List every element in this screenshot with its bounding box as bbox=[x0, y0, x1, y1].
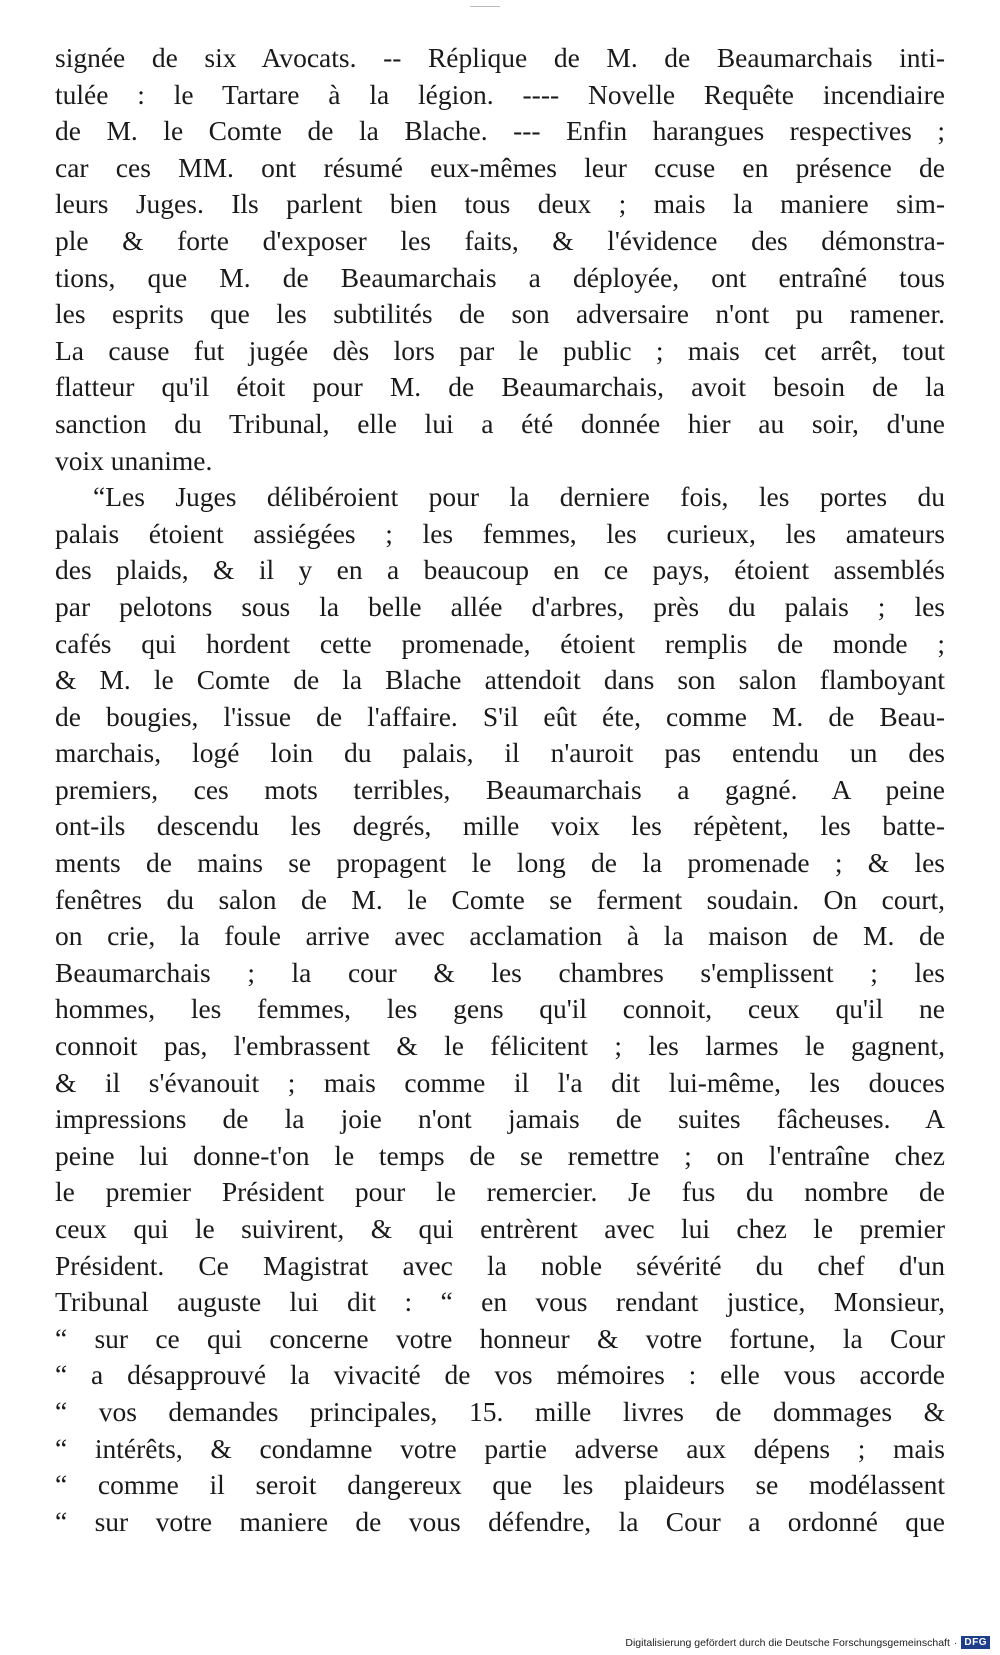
text-line: cafés qui hordent cette promenade, étoient remplis de monde ; bbox=[55, 627, 945, 659]
text-line: ceux qui le suivirent, & qui entrèrent avec lui chez le premier bbox=[55, 1213, 945, 1244]
text-line: hommes, les femmes, les gens qu'il connoit, ceux qu'il ne bbox=[55, 993, 945, 1025]
text-line: voix unanime. bbox=[55, 444, 213, 476]
text-line: & il s'évanouit ; mais comme il l'a dit lui-même, les douces bbox=[55, 1066, 945, 1098]
text-line: “Les Juges délibéroient pour la derniere fois, les portes du bbox=[93, 481, 945, 513]
digitization-footer bbox=[625, 1636, 990, 1649]
text-line: par pelotons sous la belle allée d'arbres, près du palais ; les bbox=[55, 590, 945, 622]
text-line: “ a désapprouvé la vivacité de vos mémoires : elle vous accorde bbox=[55, 1359, 945, 1391]
text-line: leurs Juges. Ils parlent bien tous deux ; mais la maniere sim- bbox=[55, 188, 945, 220]
text-line: de bougies, l'issue de l'affaire. S'il eût éte, comme M. de Beau- bbox=[55, 700, 945, 732]
text-line: car ces MM. ont résumé eux-mêmes leur ccuse en présence de bbox=[55, 151, 945, 183]
text-line: “ sur ce qui concerne votre honneur & votre fortune, la Cour bbox=[55, 1322, 945, 1354]
text-line: ments de mains se propagent le long de la promenade ; & les bbox=[55, 847, 945, 879]
text-line: Président. Ce Magistrat avec la noble sévérité du chef d'un bbox=[55, 1249, 945, 1281]
text-line: “ vos demandes principales, 15. mille livres de dommages & bbox=[55, 1395, 945, 1427]
text-line: les esprits que les subtilités de son adversaire n'ont pu ramener. bbox=[55, 298, 945, 330]
text-line: fenêtres du salon de M. le Comte se ferment soudain. On court, bbox=[55, 883, 945, 915]
text-line: “ comme il seroit dangereux que les plaideurs se modélassent bbox=[55, 1469, 945, 1501]
text-line: des plaids, & il y en a beaucoup en ce pays, étoient assemblés bbox=[55, 554, 945, 586]
text-line: Tribunal auguste lui dit : “ en vous rendant justice, Monsieur, bbox=[55, 1286, 945, 1318]
text-line: La cause fut jugée dès lors par le public ; mais cet arrêt, tout bbox=[55, 334, 945, 366]
text-line: “ sur votre maniere de vous défendre, la Cour a ordonné que bbox=[55, 1505, 945, 1537]
text-line: “ intérêts, & condamne votre partie adverse aux dépens ; mais bbox=[55, 1432, 945, 1464]
text-line: peine lui donne-t'on le temps de se remettre ; on l'entraîne chez bbox=[55, 1139, 945, 1171]
footer-separator: · bbox=[953, 1636, 958, 1649]
text-line: connoit pas, l'embrassent & le félicitent ; les larmes le gagnent, bbox=[55, 1030, 945, 1062]
dfg-logo: DFG bbox=[961, 1636, 990, 1649]
text-line: de M. le Comte de la Blache. --- Enfin harangues respectives ; bbox=[55, 115, 945, 147]
text-line: on crie, la foule arrive avec acclamation à la maison de M. de bbox=[55, 920, 945, 952]
text-line: flatteur qu'il étoit pour M. de Beaumarchais, avoit besoin de la bbox=[55, 371, 945, 403]
text-line: marchais, logé loin du palais, il n'auroit pas entendu un des bbox=[55, 737, 945, 769]
footer-credit: Digitalisierung gefördert durch die Deutsche Forschungsgemeinschaft bbox=[625, 1636, 950, 1649]
page-body-text bbox=[55, 40, 945, 1540]
text-line: ont-ils descendu les degrés, mille voix les répètent, les batte- bbox=[55, 810, 945, 842]
text-line: tions, que M. de Beaumarchais a déployée, ont entraîné tous bbox=[55, 261, 945, 293]
text-line: impressions de la joie n'ont jamais de suites fâcheuses. A bbox=[55, 1103, 945, 1135]
text-line: Beaumarchais ; la cour & les chambres s'emplissent ; les bbox=[55, 956, 945, 988]
text-line: ple & forte d'exposer les faits, & l'évidence des démonstra- bbox=[55, 224, 945, 256]
text-line: signée de six Avocats. -- Réplique de M. de Beaumarchais inti- bbox=[55, 42, 945, 73]
text-line: tulée : le Tartare à la légion. ---- Novelle Requête incendiaire bbox=[55, 78, 945, 110]
page-top-mark bbox=[470, 0, 500, 7]
text-line: sanction du Tribunal, elle lui a été donnée hier au soir, d'une bbox=[55, 407, 945, 439]
text-line: & M. le Comte de la Blache attendoit dans son salon flamboyant bbox=[55, 664, 945, 696]
text-line: premiers, ces mots terribles, Beaumarchais a gagné. A peine bbox=[55, 773, 945, 805]
text-line: palais étoient assiégées ; les femmes, les curieux, les amateurs bbox=[55, 517, 945, 549]
text-line: le premier Président pour le remercier. Je fus du nombre de bbox=[55, 1176, 945, 1208]
